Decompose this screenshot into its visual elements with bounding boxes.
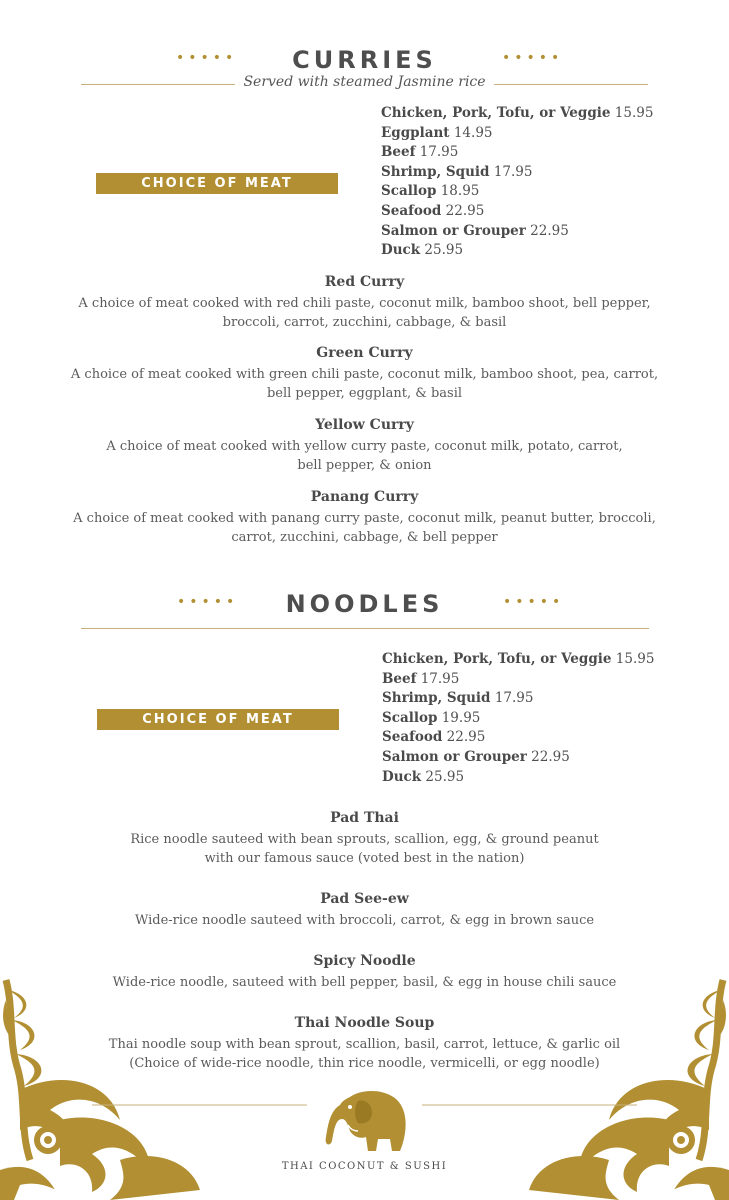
- price-item: Seafood: [381, 202, 442, 219]
- dish-pad-see-ew: [40, 891, 689, 930]
- choice-of-meat-badge: CHOICE OF MEAT: [96, 173, 338, 194]
- price-item: Shrimp, Squid: [381, 163, 490, 180]
- price-value: 22.95: [531, 748, 570, 765]
- price-value: 25.95: [425, 768, 465, 785]
- price-row: [381, 241, 653, 261]
- dish-name: Pad Thai: [330, 810, 399, 826]
- price-value: 25.95: [424, 242, 464, 259]
- price-value: 22.95: [530, 222, 569, 239]
- dish-green-curry: [40, 345, 689, 403]
- price-value: 17.95: [419, 144, 459, 161]
- price-value: 15.95: [615, 651, 655, 667]
- dish-name: Thai Noodle Soup: [294, 1015, 435, 1031]
- dish-name: Pad See-ew: [320, 891, 409, 907]
- price-value: 22.95: [445, 202, 485, 219]
- dish-description: carrot, zucchini, cabbage, & bell pepper: [231, 530, 498, 545]
- dish-description: bell pepper, eggplant, & basil: [266, 386, 463, 401]
- price-value: 17.95: [493, 163, 533, 180]
- dish-pad-thai: [40, 810, 689, 868]
- price-row: [382, 728, 654, 748]
- elephant-icon: [320, 1085, 410, 1157]
- price-value: 22.95: [446, 729, 486, 746]
- dish-description: with our famous sauce (voted best in the nation): [204, 851, 525, 866]
- dish-description: (Choice of wide-rice noodle, thin rice noodle, vermicelli, or egg noodle): [129, 1056, 600, 1071]
- price-row: [382, 709, 654, 729]
- dish-name: Red Curry: [324, 274, 405, 290]
- price-item: Chicken, Pork, Tofu, or Veggie: [382, 651, 612, 667]
- price-item: Duck: [382, 768, 422, 785]
- decorative-dots-right: •••••: [502, 50, 564, 66]
- price-item: Salmon or Grouper: [381, 222, 526, 239]
- price-item: Scallop: [382, 709, 438, 726]
- decorative-dots-left: •••••: [176, 50, 238, 66]
- dish-description: Wide-rice noodle, sauteed with bell pepper, basil, & egg in house chili sauce: [112, 975, 617, 990]
- section-title-noodles: NOODLES: [285, 590, 444, 618]
- price-value: 15.95: [614, 105, 654, 121]
- decorative-dots-left: •••••: [177, 594, 239, 610]
- price-item: Duck: [381, 242, 421, 259]
- dish-name: Panang Curry: [310, 489, 419, 505]
- price-item: Salmon or Grouper: [382, 748, 527, 765]
- section-subtitle: [0, 74, 729, 90]
- curries-price-list: [381, 104, 653, 261]
- noodles-price-list: [382, 650, 654, 787]
- brand-name: THAI COCONUT & SUSHI: [281, 1161, 448, 1172]
- price-item: Eggplant: [381, 124, 450, 141]
- price-value: 14.95: [453, 124, 493, 141]
- price-item: Chicken, Pork, Tofu, or Veggie: [381, 105, 611, 121]
- dish-description: A choice of meat cooked with green chili paste, coconut milk, bamboo shoot, pea, carrot,: [70, 367, 659, 382]
- section-divider: [81, 628, 649, 629]
- dish-name: Yellow Curry: [315, 417, 414, 433]
- price-value: 17.95: [494, 690, 534, 707]
- price-item: Beef: [382, 670, 417, 687]
- dish-description: bell pepper, & onion: [297, 458, 432, 473]
- dish-name: Green Curry: [316, 345, 413, 361]
- dish-description: broccoli, carrot, zucchini, cabbage, & basil: [222, 315, 507, 330]
- section-title-curries: CURRIES: [292, 46, 437, 74]
- price-value: 17.95: [420, 670, 460, 687]
- price-row: [382, 748, 654, 768]
- price-row: [382, 768, 654, 788]
- dish-name: Spicy Noodle: [313, 953, 416, 969]
- dish-panang-curry: [40, 489, 689, 547]
- price-item: Scallop: [381, 183, 437, 200]
- dish-red-curry: [40, 274, 689, 332]
- price-row: [381, 182, 653, 202]
- dish-description: Thai noodle soup with bean sprout, scallion, basil, carrot, lettuce, & garlic oil: [108, 1037, 621, 1052]
- price-row: [382, 689, 654, 709]
- decorative-dots-right: •••••: [503, 594, 565, 610]
- subtitle-text: Served with steamed Jasmine rice: [235, 74, 493, 90]
- price-row: [381, 202, 653, 222]
- price-row: [381, 104, 653, 124]
- price-row: [381, 163, 653, 183]
- price-row: [382, 670, 654, 690]
- dish-description: A choice of meat cooked with yellow curry paste, coconut milk, potato, carrot,: [106, 439, 623, 454]
- price-item: Shrimp, Squid: [382, 690, 491, 707]
- price-row: [381, 143, 653, 163]
- price-row: [382, 650, 654, 670]
- dish-description: Rice noodle sauteed with bean sprouts, scallion, egg, & ground peanut: [130, 832, 599, 847]
- price-row: [381, 124, 653, 144]
- choice-of-meat-badge: CHOICE OF MEAT: [97, 709, 339, 730]
- dish-description: A choice of meat cooked with red chili paste, coconut milk, bamboo shoot, bell pepper,: [78, 296, 651, 311]
- price-item: Beef: [381, 144, 416, 161]
- dish-description: A choice of meat cooked with panang curry paste, coconut milk, peanut butter, broccoli,: [73, 511, 656, 526]
- dish-description: Wide-rice noodle sauteed with broccoli, carrot, & egg in brown sauce: [134, 913, 595, 928]
- dish-yellow-curry: [40, 417, 689, 475]
- price-row: [381, 222, 653, 242]
- price-value: 19.95: [441, 709, 481, 726]
- price-value: 18.95: [440, 183, 480, 200]
- price-item: Seafood: [382, 729, 443, 746]
